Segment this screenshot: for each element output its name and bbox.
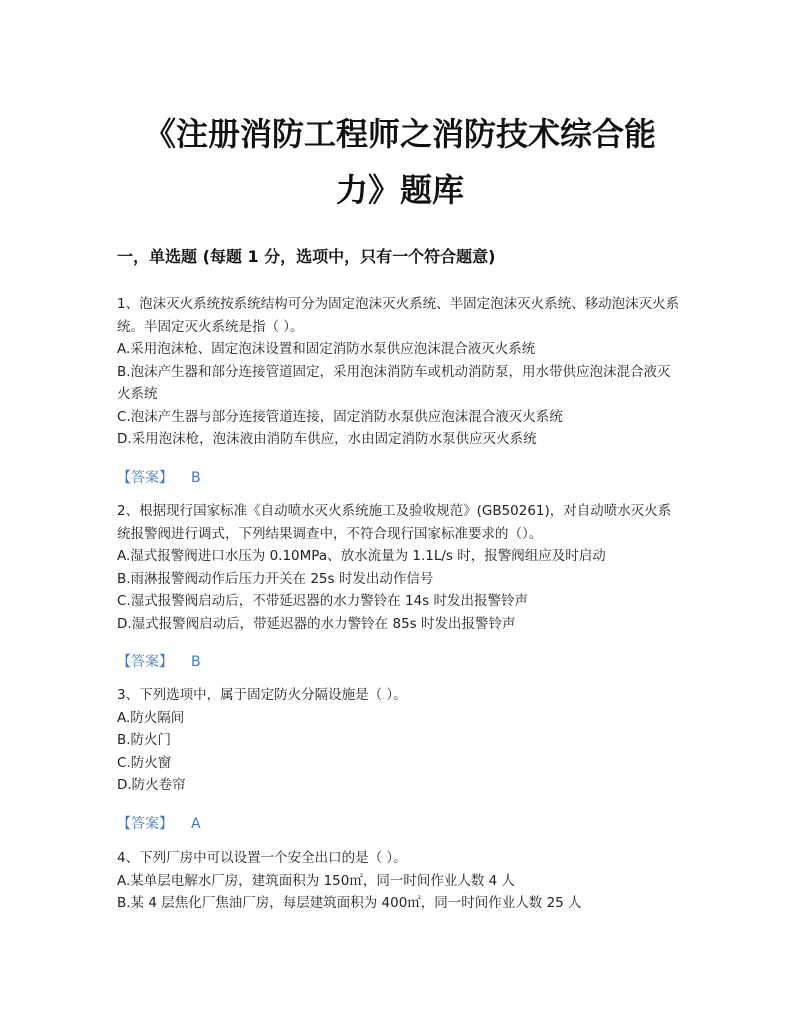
option-a: A.采用泡沫枪、固定泡沫设置和固定消防水泵供应泡沫混合液灭火系统 <box>117 341 536 357</box>
option-c: C.防火窗 <box>117 754 172 771</box>
option-a: A.湿式报警阀进口水压为 0.10MPa、放水流量为 1.1L/s 时，报警阀组应及时启动 <box>117 548 606 564</box>
question-stem: 4、下列厂房中可以设置一个安全出口的是（ ）。 <box>117 850 407 866</box>
question-4 <box>117 847 683 915</box>
option-b: B.某 4 层焦化厂焦油厂房，每层建筑面积为 400㎡，同一时间作业人数 25 人 <box>117 895 582 911</box>
option-b: B.泡沫产生器和部分连接管道固定，采用泡沫消防车或机动消防泵，用水带供应泡沫混合液灭火系统 <box>117 363 671 402</box>
answer-line <box>117 651 683 673</box>
document-title <box>100 106 700 218</box>
question-1 <box>117 293 683 489</box>
question-stem: 3、下列选项中，属于固定防火分隔设施是（ ）。 <box>117 687 407 703</box>
answer-label: 【答案】 <box>117 469 173 486</box>
title-line-2: 力》题库 <box>335 171 464 209</box>
answer-value: B <box>191 654 201 670</box>
option-d: D.湿式报警阀启动后，带延迟器的水力警铃在 85s 时发出报警铃声 <box>117 615 516 632</box>
question-stem: 1、泡沫灭火系统按系统结构可分为固定泡沫灭火系统、半固定泡沫灭火系统、移动泡沫灭火系统。半固定灭火系统是指（ ）。 <box>117 296 680 335</box>
answer-line <box>117 467 683 489</box>
option-d: D.防火卷帘 <box>117 777 186 793</box>
option-c: C.泡沫产生器与部分连接管道连接，固定消防水泵供应泡沫混合液灭火系统 <box>117 408 563 425</box>
answer-label: 【答案】 <box>117 654 173 670</box>
question-3 <box>117 684 683 835</box>
answer-value: B <box>191 469 201 486</box>
option-b: B.雨淋报警阀动作后压力开关在 25s 时发出动作信号 <box>117 570 434 587</box>
option-a: A.某单层电解水厂房，建筑面积为 150㎡，同一时间作业人数 4 人 <box>117 872 516 889</box>
answer-label: 【答案】 <box>117 815 173 832</box>
question-stem: 2、根据现行国家标准《自动喷水灭火系统施工及验收规范》(GB50261)，对自动喷水灭火系统报警阀进行调式，下列结果调查中，不符合现行国家标准要求的（）。 <box>117 503 672 542</box>
answer-line <box>117 813 683 835</box>
option-b: B.防火门 <box>117 732 172 748</box>
title-line-1: 《注册消防工程师之消防技术综合能 <box>143 115 656 153</box>
section-heading: 一，单选题 (每题 1 分，选项中，只有一个符合题意) <box>117 247 496 266</box>
question-2 <box>117 500 683 673</box>
answer-value: A <box>191 815 201 832</box>
option-c: C.湿式报警阀启动后，不带延迟器的水力警铃在 14s 时发出报警铃声 <box>117 593 529 609</box>
option-d: D.采用泡沫枪，泡沫液由消防车供应，水由固定消防水泵供应灭火系统 <box>117 431 537 447</box>
option-a: A.防火隔间 <box>117 709 185 726</box>
